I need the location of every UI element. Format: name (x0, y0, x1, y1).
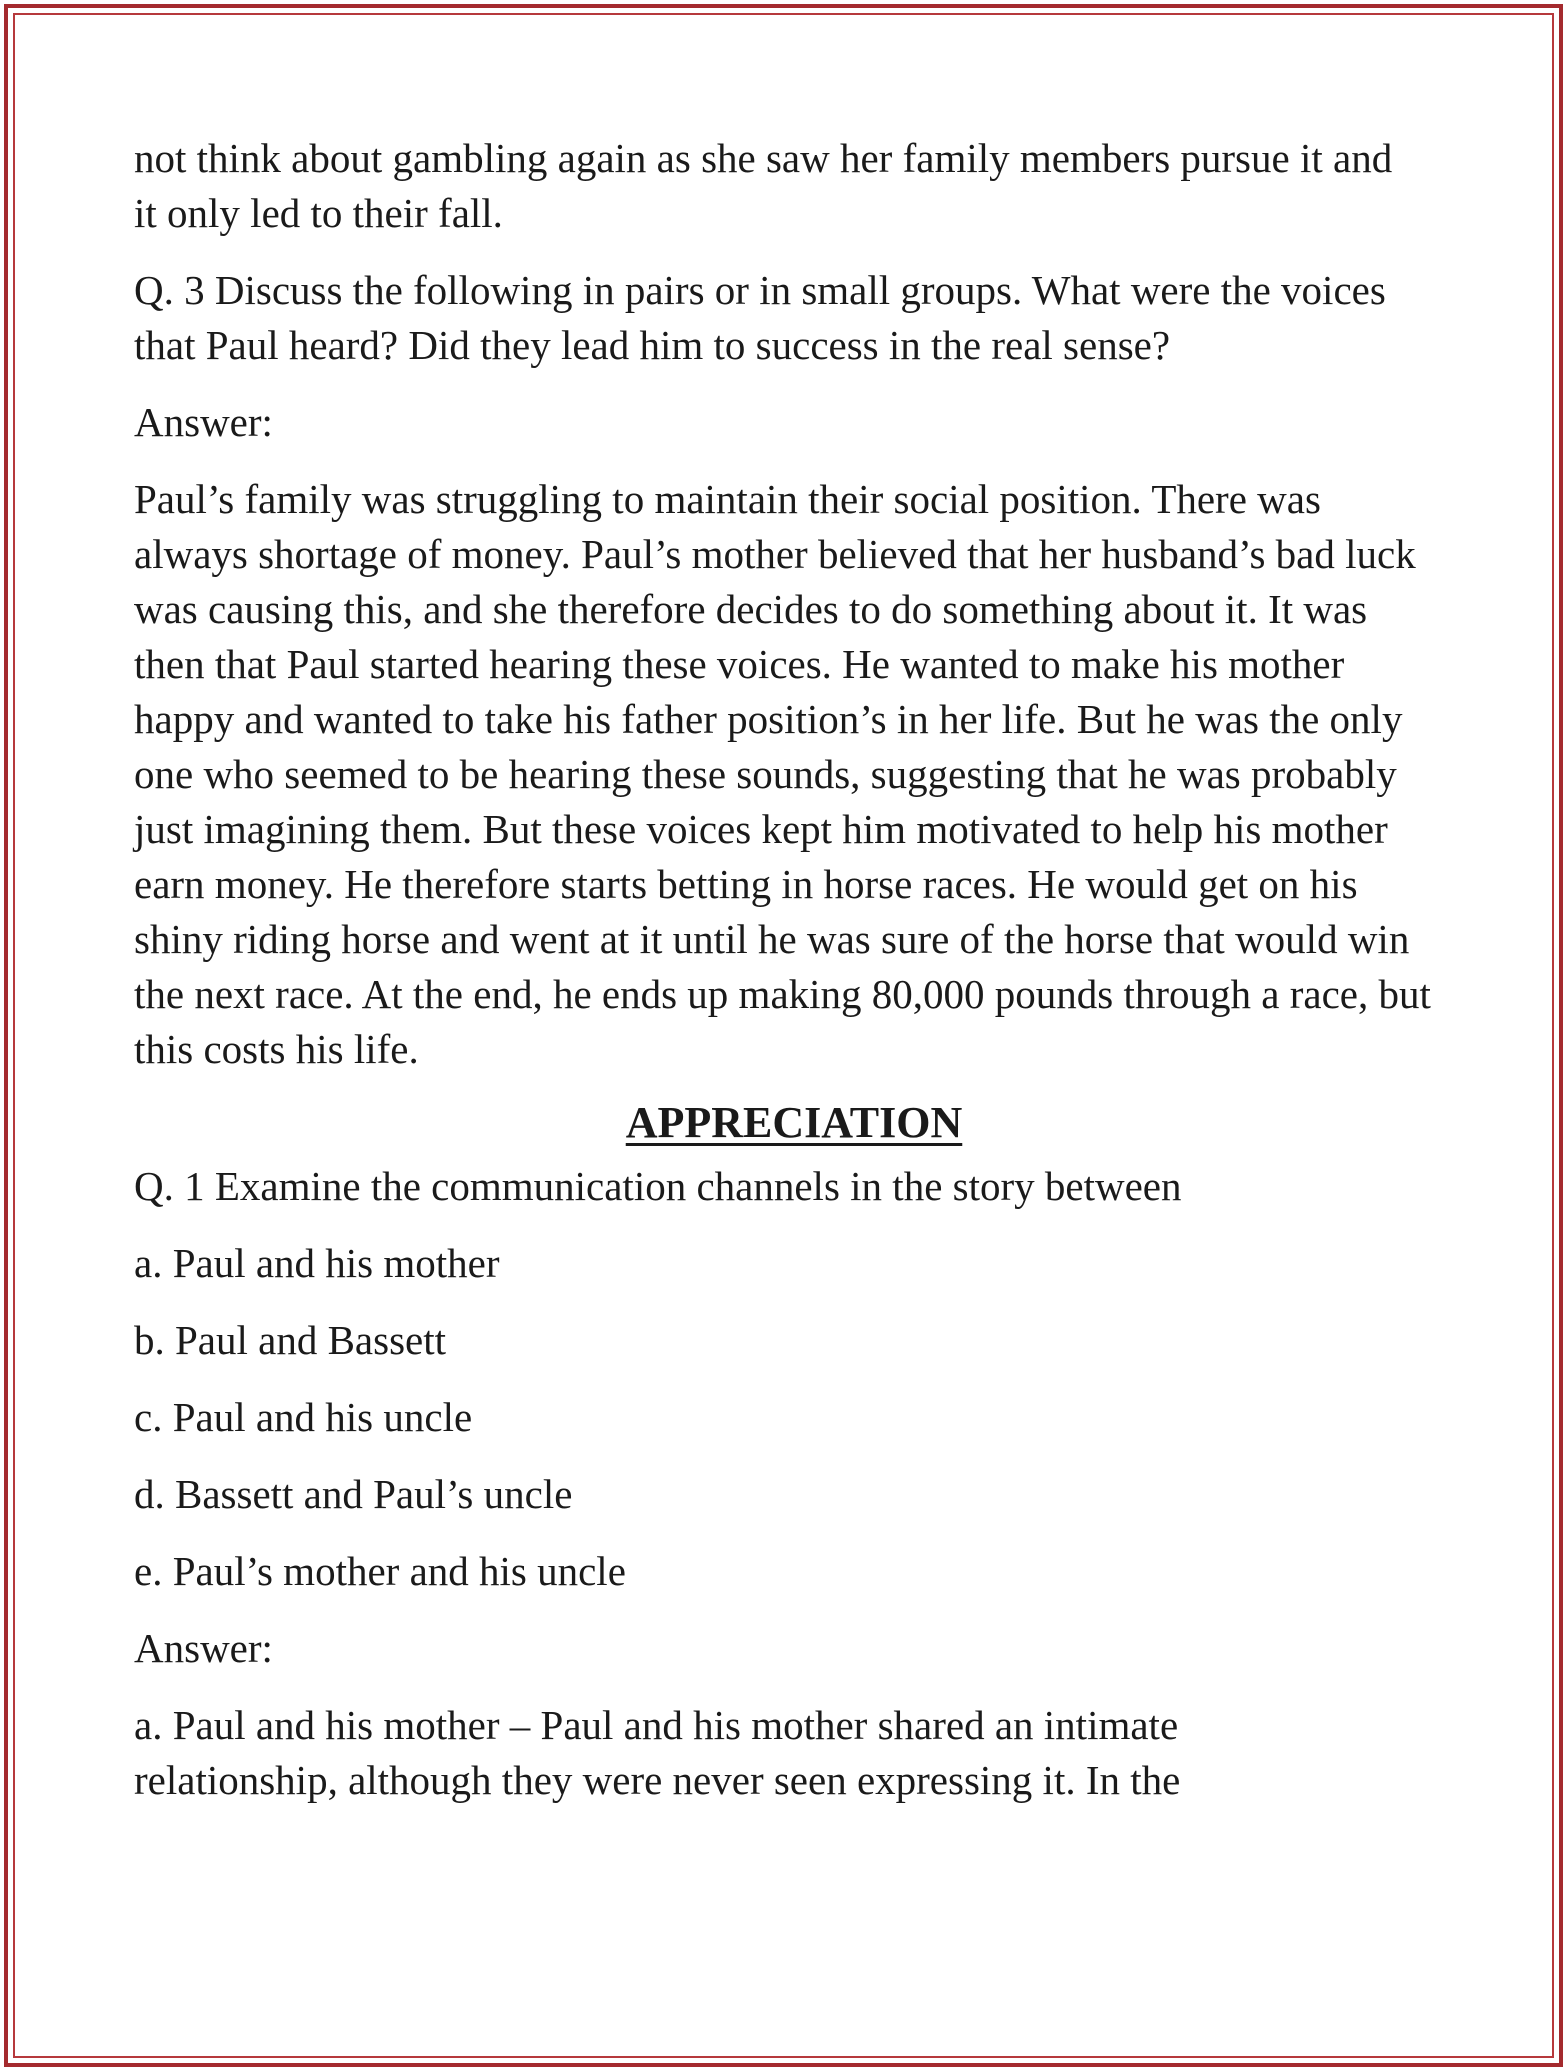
option-c: c. Paul and his uncle (134, 1394, 473, 1440)
answer-label: Answer: (134, 399, 273, 445)
question-3: Q. 3 Discuss the following in pairs or in small groups. What were the voices that Paul heard? Did they lead him to success in the real sense? (134, 267, 1386, 368)
continuation-paragraph: not think about gambling again as she saw her family members pursue it and it only led to their fall. (134, 135, 1393, 236)
option-b: b. Paul and Bassett (134, 1317, 447, 1363)
answer-q1a-paragraph: a. Paul and his mother – Paul and his mother shared an intimate relationship, although they were never seen expressing it. In the (134, 1702, 1181, 1803)
option-d: d. Bassett and Paul’s uncle (134, 1471, 573, 1517)
question-1: Q. 1 Examine the communication channels in the story between (134, 1163, 1182, 1209)
option-e: e. Paul’s mother and his uncle (134, 1548, 626, 1594)
answer-label-2: Answer: (134, 1625, 273, 1671)
section-heading: APPRECIATION (625, 1098, 963, 1147)
option-a: a. Paul and his mother (134, 1240, 500, 1286)
answer-q3-paragraph: Paul’s family was struggling to maintain their social position. There was always shortage of money. Paul’s mother believed that her husband’s bad luck was causing this, and she therefore decides to do something about it. It was then that Paul started hearing these voices. He wanted to make his mother happy and wanted to take his father position’s in her life. But he was the only one who seemed to be hearing these sounds, suggesting that he was probably just imagining them. But these voices kept him motivated to help his mother earn money. He therefore starts betting in horse races. He would get on his shiny riding horse and went at it until he was sure of the horse that would win the next race. At the end, he ends up making 80,000 pounds through a race, but this costs his life. (134, 476, 1431, 1072)
document-body (134, 131, 1434, 1808)
